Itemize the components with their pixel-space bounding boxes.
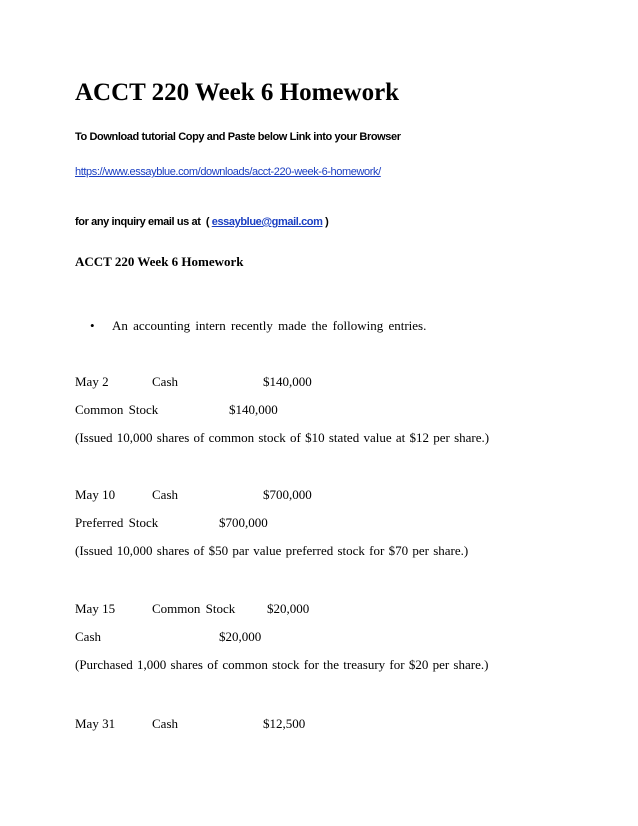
entry-credit-amount: $20,000 [219, 629, 262, 644]
inquiry-line [75, 216, 328, 228]
entry-credit-account: Common Stock [75, 402, 159, 417]
entry-debit-account: Cash [152, 374, 178, 389]
download-link[interactable]: https://www.essayblue.com/downloads/acct-220-week-6-homework/ [75, 166, 381, 178]
entry-note: (Issued 10,000 shares of $50 par value preferred stock for $70 per share.) [75, 543, 469, 558]
bullet-text: An accounting intern recently made the following entries. [112, 318, 427, 333]
entry-credit-amount: $140,000 [229, 402, 278, 417]
bullet-marker: • [90, 318, 95, 333]
entry-debit-account: Common Stock [152, 601, 236, 616]
entry-note: (Purchased 1,000 shares of common stock for the treasury for $20 per share.) [75, 657, 489, 672]
entry-debit-account: Cash [152, 716, 178, 731]
entry-debit-amount: $20,000 [267, 601, 310, 616]
entry-date: May 10 [75, 487, 116, 502]
entry-debit-amount: $700,000 [263, 487, 312, 502]
entry-date: May 2 [75, 374, 109, 389]
entry-date: May 15 [75, 601, 116, 616]
page-title: ACCT 220 Week 6 Homework [75, 79, 400, 106]
entry-debit-amount: $140,000 [263, 374, 312, 389]
download-instruction: To Download tutorial Copy and Paste below Link into your Browser [75, 131, 401, 143]
entry-date: May 31 [75, 716, 116, 731]
section-subtitle: ACCT 220 Week 6 Homework [75, 254, 244, 269]
entry-note: (Issued 10,000 shares of common stock of $10 stated value at $12 per share.) [75, 430, 490, 445]
entry-debit-account: Cash [152, 487, 178, 502]
entry-credit-account: Cash [75, 629, 101, 644]
inquiry-suffix: ) [322, 216, 329, 228]
entry-credit-account: Preferred Stock [75, 515, 159, 530]
entry-credit-amount: $700,000 [219, 515, 268, 530]
inquiry-email-link[interactable]: essayblue@gmail.com [211, 216, 323, 228]
entry-debit-amount: $12,500 [263, 716, 306, 731]
inquiry-prefix: for any inquiry email us at ( [75, 216, 212, 228]
